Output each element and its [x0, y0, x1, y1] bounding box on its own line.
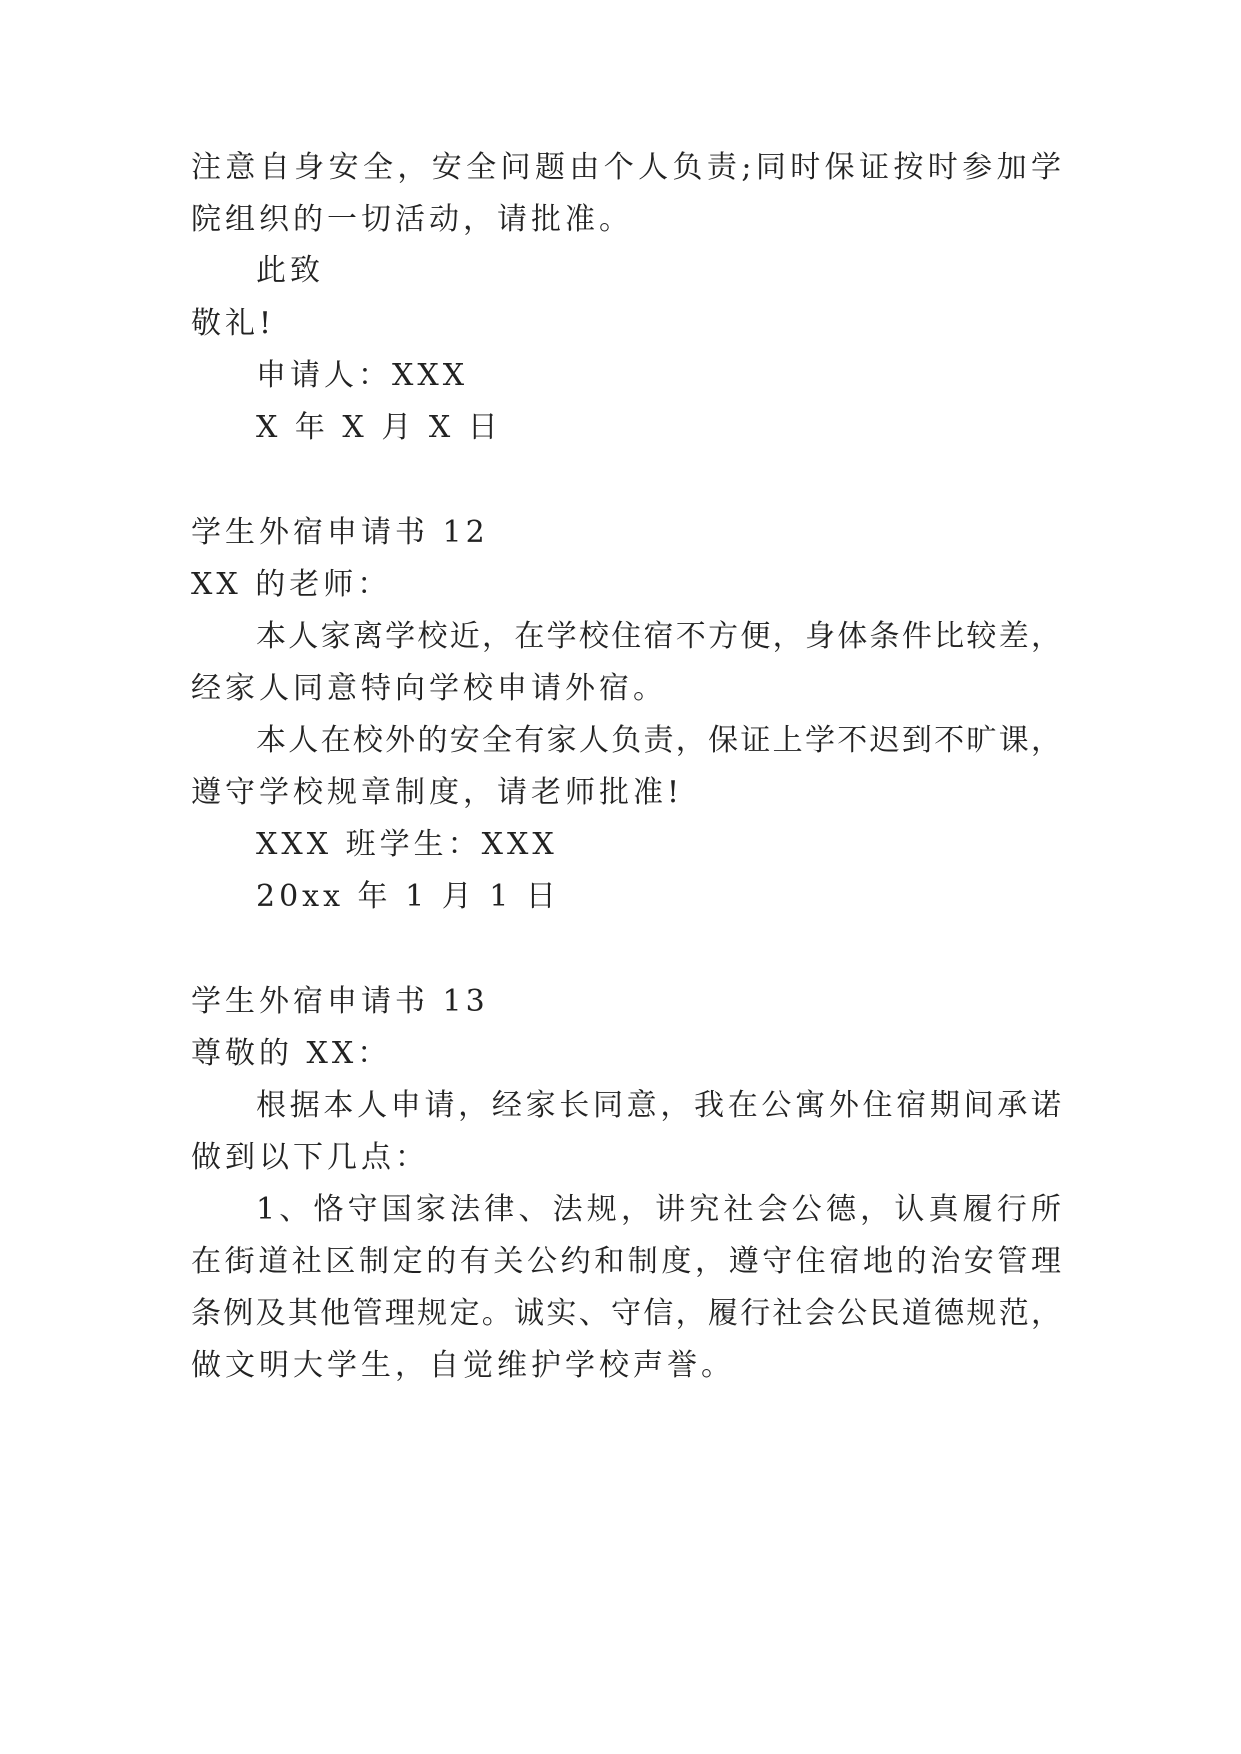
letter-greeting: 尊敬的 XX： — [191, 1036, 392, 1071]
body-line: 根据本人申请，经家长同意，我在公寓外住宿期间承诺 — [256, 1088, 1061, 1123]
letter-greeting: XX 的老师： — [191, 567, 392, 602]
body-line: 本人在校外的安全有家人负责，保证上学不迟到不旷课， — [256, 723, 1061, 758]
body-line: 1、恪守国家法律、法规，讲究社会公德，认真履行所 — [256, 1192, 1061, 1227]
student-signature: XXX 班学生：XXX — [256, 827, 558, 862]
body-line: 条例及其他管理规定。诚实、守信，履行社会公民道德规范， — [191, 1296, 1061, 1331]
letter-title: 学生外宿申请书 13 — [191, 984, 489, 1019]
body-line: 经家人同意特向学校申请外宿。 — [191, 671, 667, 706]
body-line: 院组织的一切活动，请批准。 — [191, 202, 633, 237]
body-line: 注意自身安全，安全问题由个人负责;同时保证按时参加学 — [191, 150, 1061, 185]
body-line: 本人家离学校近，在学校住宿不方便，身体条件比较差， — [256, 619, 1061, 654]
body-line: 做文明大学生，自觉维护学校声誉。 — [191, 1348, 735, 1383]
closing-text: 此致 — [256, 253, 324, 288]
body-line: 做到以下几点： — [191, 1140, 429, 1175]
letter-title: 学生外宿申请书 12 — [191, 515, 489, 550]
salute-text: 敬礼! — [191, 306, 276, 341]
letter-date: X 年 X 月 X 日 — [256, 410, 502, 445]
applicant-signature: 申请人：XXX — [256, 358, 469, 393]
letter-date: 20xx 年 1 月 1 日 — [256, 879, 560, 914]
body-line: 在街道社区制定的有关公约和制度，遵守住宿地的治安管理 — [191, 1244, 1061, 1279]
body-line: 遵守学校规章制度，请老师批准! — [191, 775, 684, 810]
